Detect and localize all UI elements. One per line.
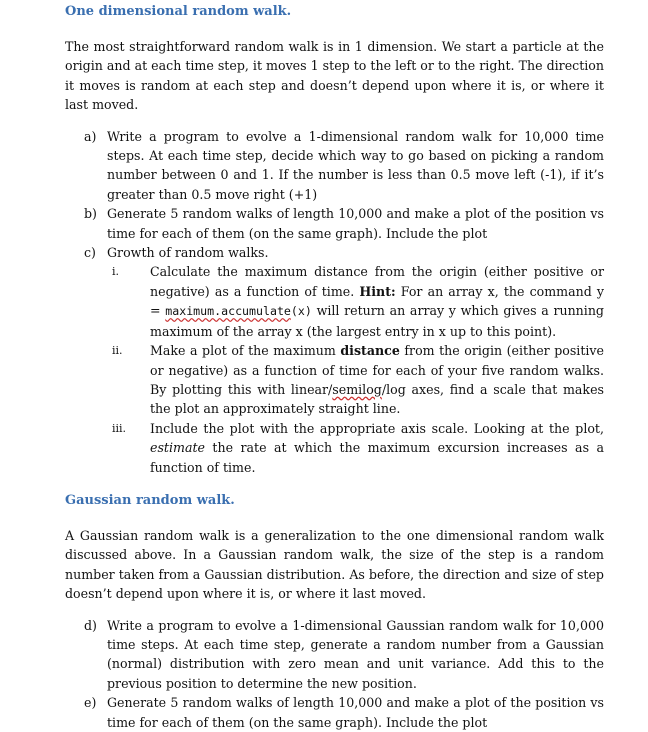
list-marker: i. — [112, 265, 120, 279]
subtask-text: Calculate the maximum distance from the origin (either positive or negative) as a function of time. — [150, 264, 604, 299]
code-snippet: maximum.accumulate — [165, 304, 291, 319]
list-marker: ii. — [112, 344, 123, 358]
subtask-item-iii — [107, 419, 604, 477]
task-list-gaussian — [65, 616, 604, 732]
task-item-a — [65, 127, 604, 205]
task-item-b — [65, 204, 604, 243]
subtask-text: /log axes, find a scale that makes the plot an approximately straight line. — [150, 381, 604, 417]
italic-term: estimate — [150, 440, 205, 456]
subtask-text: For an array x, the command y = — [150, 283, 604, 319]
task-text: Write a program to evolve a 1-dimensional random walk for 10,000 time steps. At each time step, decide which way to go based on picking a random number between 0 and 1. If the number is less than 0.5 move left (-1), if it’s greater than 0.5 move right (+1) — [107, 128, 604, 202]
intro-paragraph-1d: The most straightforward random walk is in 1 dimension. We start a particle at the origin and at each time step, it moves 1 step to the left or to the right. The direction it moves is random at each step and doesn’t depend upon where it is, or where it last moved. — [65, 39, 604, 113]
task-item-e — [65, 693, 604, 732]
hint-label: Hint: — [359, 283, 396, 299]
subtask-item-ii — [107, 341, 604, 419]
section-heading-gaussian-random-walk: Gaussian random walk. — [65, 492, 235, 508]
list-marker: e) — [84, 695, 97, 711]
subtask-text: Include the plot with the appropriate axis scale. Looking at the plot, — [150, 420, 604, 436]
list-marker: c) — [84, 245, 96, 261]
bold-term: distance — [340, 343, 400, 359]
task-list-1d — [65, 127, 604, 477]
intro-paragraph-gaussian: A Gaussian random walk is a generalization to the one dimensional random walk discussed above. In a Gaussian random walk, the size of the step is a random number taken from a Gaussian distribution. As before, the direction and size of step doesn’t depend upon where it is, or where it last moved. — [65, 527, 604, 602]
task-text: Growth of random walks. — [107, 245, 269, 261]
subtask-text: Make a plot of the maximum — [150, 343, 341, 359]
subtask-text: the rate at which the maximum excursion increases as a function of time. — [150, 440, 604, 475]
list-marker: d) — [84, 617, 97, 633]
list-marker: a) — [84, 128, 97, 144]
task-text: Write a program to evolve a 1-dimensional Gaussian random walk for 10,000 time steps. At each time step, generate a random number from a Gaussian (normal) distribution with zero mean and unit variance. Add this to the previous position to determine the new position. — [107, 617, 604, 691]
task-text: Generate 5 random walks of length 10,000 and make a plot of the position vs time for each of them (on the same graph). Include the plot — [107, 206, 604, 241]
code-argument: (x) — [290, 304, 312, 319]
list-marker: b) — [84, 206, 97, 222]
subtask-text: will return an array y which gives a running maximum of the array x (the largest entry in x up to this point). — [150, 303, 604, 339]
subtask-item-i — [107, 262, 604, 341]
task-item-c — [65, 243, 604, 477]
task-item-d — [65, 616, 604, 694]
task-text: Generate 5 random walks of length 10,000 and make a plot of the position vs time for each of them (on the same graph). Include the plot — [107, 695, 604, 730]
spellcheck-word: semilog — [332, 381, 382, 397]
list-marker: iii. — [112, 421, 127, 435]
subtask-list — [107, 262, 604, 476]
section-heading-1d-random-walk: One dimensional random walk. — [65, 4, 292, 19]
subtask-text: from the origin (either positive or negative) as a function of time for each of your five random walks. By plotting this with linear/ — [150, 343, 604, 397]
